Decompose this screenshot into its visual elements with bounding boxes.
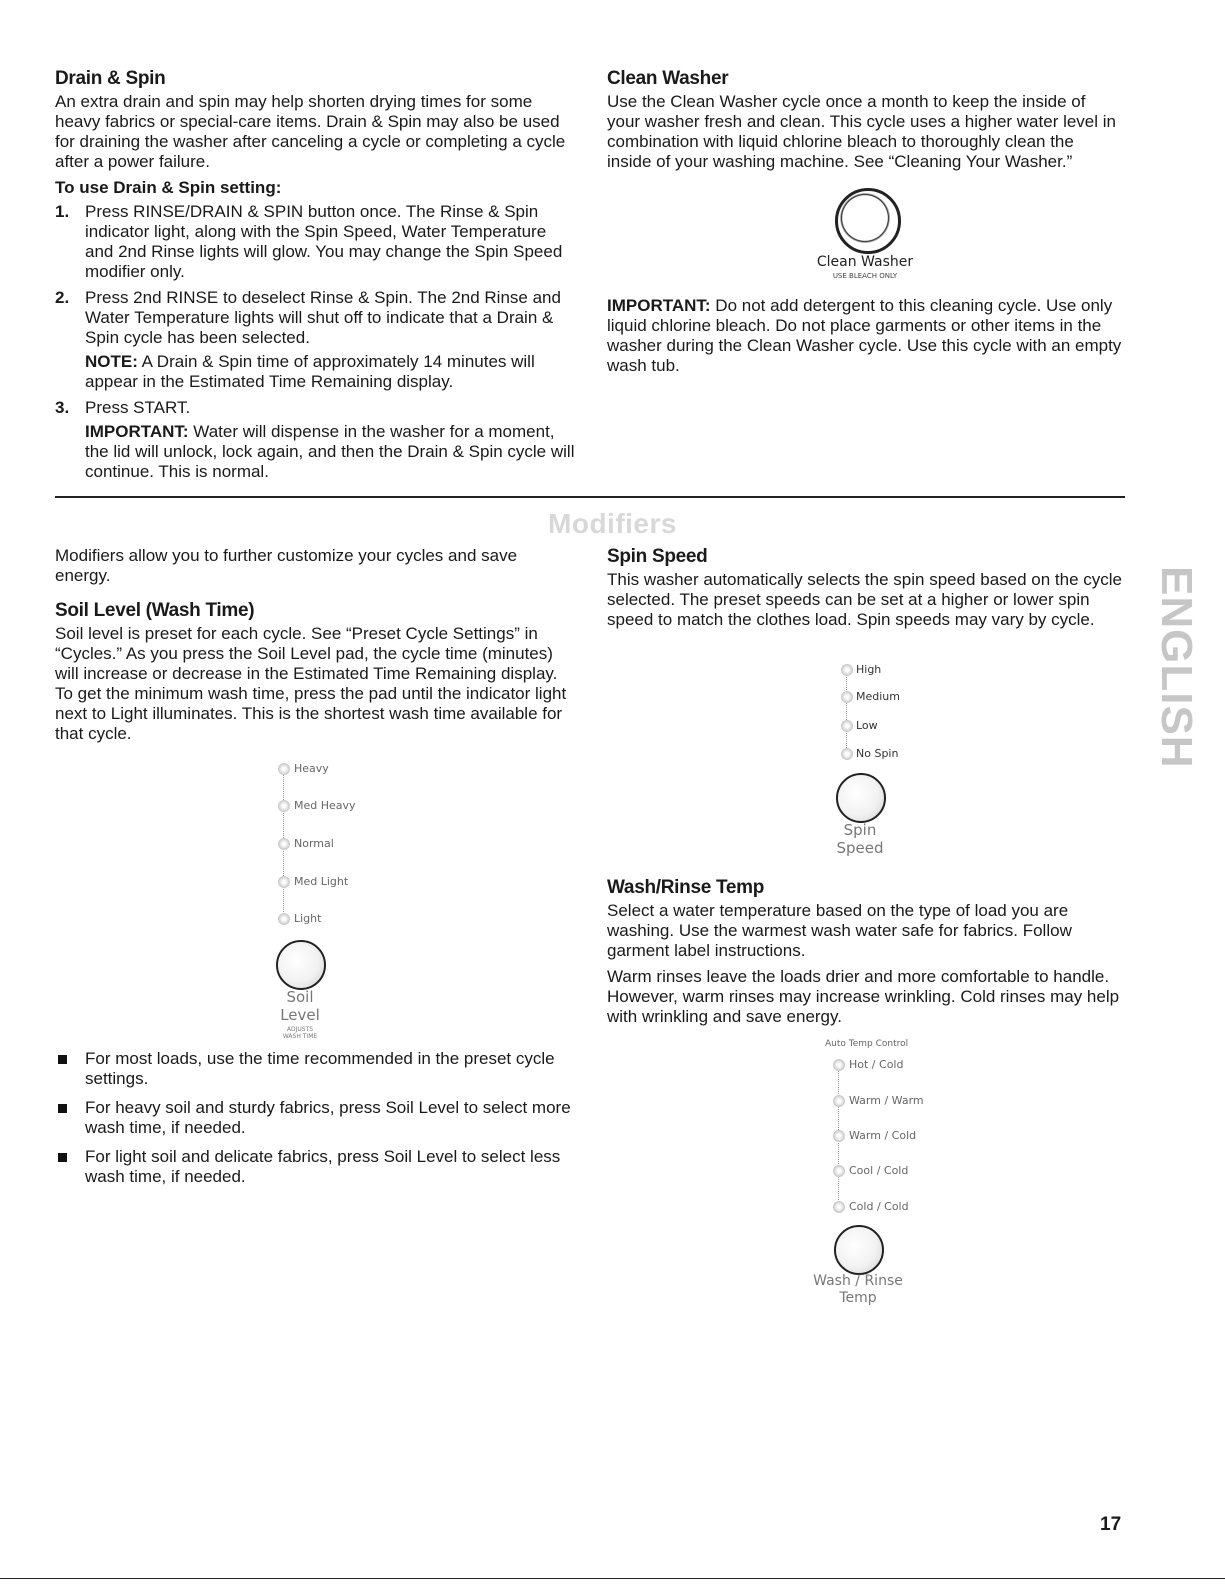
modifiers-title: Modifiers — [548, 508, 677, 539]
soil-level-dial — [276, 940, 326, 990]
clean-washer-dial-icon — [835, 188, 901, 254]
soil-option-med-light: Med Light — [294, 875, 349, 888]
step-1-number: 1. — [55, 202, 70, 221]
spin-speed-dial-label-2: Speed — [836, 839, 884, 857]
clean-washer-dial-label: Clean Washer — [816, 254, 914, 270]
bottom-edge-line — [0, 1578, 1225, 1579]
spin-speed-heading: Spin Speed — [607, 546, 708, 567]
wash-rinse-section — [607, 877, 1122, 1033]
spin-speed-text: This washer automatically selects the spin speed based on the cycle selected. The preset speeds can be set at a higher or lower spin speed to match the clothes load. Spin speeds may vary by cycle. — [607, 570, 1122, 629]
spin-led-medium — [841, 691, 853, 703]
soil-level-dial-label-1: Soil — [286, 988, 314, 1006]
note-label: NOTE: — [85, 352, 138, 371]
important-text: Water will dispense in the washer for a moment, the lid will unlock, lock again, and then the Drain & Spin cycle will continue. This is normal. — [85, 422, 575, 481]
soil-led-normal — [278, 838, 290, 850]
drain-spin-subhead: To use Drain & Spin setting: — [55, 178, 282, 197]
soil-led-med-light — [278, 876, 290, 888]
clean-washer-important — [607, 296, 1122, 382]
drain-spin-intro: An extra drain and spin may help shorten drying times for some heavy fabrics or special-care items. Drain & Spin may also be used for draining the washer after canceling a cycle or completing a cycle after a power failure. — [55, 92, 566, 171]
wash-rinse-dial — [834, 1225, 884, 1275]
clean-washer-section — [607, 68, 1122, 178]
step-3-number: 3. — [55, 398, 70, 417]
important-label: IMPORTANT: — [85, 422, 189, 441]
drain-spin-steps — [55, 202, 575, 482]
clean-washer-important-text: Do not add detergent to this cleaning cycle. Use only liquid chlorine bleach. Do not place garments or other items in the washer during the Clean Washer cycle. Use this cycle with an empty wash tub. — [607, 296, 1122, 375]
temp-option-cool-cold: Cool / Cold — [849, 1164, 909, 1177]
soil-level-dial-sub-2: WASH TIME — [282, 1033, 318, 1040]
spin-led-no-spin — [841, 748, 853, 760]
spin-led-high — [841, 664, 853, 676]
soil-level-heading: Soil Level (Wash Time) — [55, 600, 255, 621]
spin-speed-section — [607, 546, 1122, 636]
step-3 — [55, 398, 575, 482]
step-3-important — [85, 422, 575, 482]
spin-option-no-spin: No Spin — [856, 747, 899, 760]
spin-led-low — [841, 720, 853, 732]
soil-led-light — [278, 913, 290, 925]
soil-bullet-1: For most loads, use the time recommended in the preset cycle settings. — [55, 1049, 575, 1089]
temp-option-warm-warm: Warm / Warm — [849, 1094, 924, 1107]
english-side-tab-label: ENGLISH — [1152, 566, 1201, 769]
soil-option-light: Light — [294, 912, 322, 925]
note-text: A Drain & Spin time of approximately 14 minutes will appear in the Estimated Time Remaining display. — [85, 352, 535, 391]
step-2-text: Press 2nd RINSE to deselect Rinse & Spin. The 2nd Rinse and Water Temperature lights will shut off to indicate that a Drain & Spin cycle has been selected. — [85, 288, 561, 347]
clean-washer-dial-sublabel: USE BLEACH ONLY — [832, 272, 898, 280]
wash-rinse-text-1: Select a water temperature based on the type of load you are washing. Use the warmest wash water safe for fabrics. Follow garment label instructions. — [607, 901, 1072, 960]
clean-washer-heading: Clean Washer — [607, 68, 729, 89]
temp-led-hot-cold — [833, 1059, 845, 1071]
spin-speed-dial-label-1: Spin — [843, 821, 877, 839]
soil-option-heavy: Heavy — [294, 762, 329, 775]
section-divider — [55, 496, 1125, 498]
temp-option-cold-cold: Cold / Cold — [849, 1200, 909, 1213]
clean-washer-intro: Use the Clean Washer cycle once a month to keep the inside of your washer fresh and clean. This cycle uses a higher water level in combination with liquid chlorine bleach to thoroughly clean the inside of your washing machine. See “Cleaning Your Washer.” — [607, 92, 1116, 171]
spin-speed-dial — [836, 773, 886, 823]
soil-level-dial-sub-1: ADJUSTS — [286, 1026, 314, 1033]
drain-spin-heading: Drain & Spin — [55, 68, 166, 89]
temp-led-warm-cold — [833, 1130, 845, 1142]
step-1-text: Press RINSE/DRAIN & SPIN button once. The Rinse & Spin indicator light, along with the Spin Speed, Water Temperature and 2nd Rinse lights will glow. You may change the Spin Speed modifier only. — [85, 202, 563, 281]
soil-level-bullets-block — [55, 1049, 575, 1196]
soil-bullet-2: For heavy soil and sturdy fabrics, press Soil Level to select more wash time, if needed. — [55, 1098, 575, 1138]
temp-led-cold-cold — [833, 1201, 845, 1213]
soil-level-text: Soil level is preset for each cycle. See “Preset Cycle Settings” in “Cycles.” As you press the Soil Level pad, the cycle time (minutes) will increase or decrease in the Estimated Time Remaining display. To get the minimum wash time, press the pad until the indicator light next to Light illuminates. This is the shortest wash time available for that cycle. — [55, 624, 567, 743]
soil-led-heavy — [278, 763, 290, 775]
clean-washer-important-label: IMPORTANT: — [607, 296, 711, 315]
temp-led-cool-cold — [833, 1165, 845, 1177]
soil-level-bullets — [55, 1049, 575, 1187]
step-3-text: Press START. — [85, 398, 191, 417]
soil-led-med-heavy — [278, 800, 290, 812]
step-2-number: 2. — [55, 288, 70, 307]
drain-spin-section — [55, 68, 575, 488]
spin-option-medium: Medium — [856, 690, 900, 703]
step-2-note — [85, 352, 575, 392]
english-side-tab — [1152, 566, 1200, 769]
soil-option-normal: Normal — [294, 837, 334, 850]
soil-option-med-heavy: Med Heavy — [294, 799, 356, 812]
temp-led-warm-warm — [833, 1095, 845, 1107]
temp-option-hot-cold: Hot / Cold — [849, 1058, 904, 1071]
wash-rinse-text-2: Warm rinses leave the loads drier and more comfortable to handle. However, warm rinses may increase wrinkling. Cold rinses may help with wrinkling and save energy. — [607, 967, 1120, 1026]
auto-temp-label: Auto Temp Control — [825, 1039, 909, 1049]
wash-rinse-dial-label-1: Wash / Rinse — [813, 1273, 903, 1289]
temp-option-warm-cold: Warm / Cold — [849, 1129, 917, 1142]
spin-option-high: High — [856, 663, 882, 676]
spin-option-low: Low — [856, 719, 878, 732]
page-number: 17 — [1100, 1514, 1122, 1535]
modifiers-left-column — [55, 546, 575, 750]
wash-rinse-dial-label-2: Temp — [839, 1290, 877, 1306]
modifiers-intro: Modifiers allow you to further customize your cycles and save energy. — [55, 546, 518, 585]
clean-washer-important-paragraph — [607, 296, 1122, 376]
step-2 — [55, 288, 575, 392]
step-1 — [55, 202, 575, 282]
soil-bullet-3: For light soil and delicate fabrics, press Soil Level to select less wash time, if needed. — [55, 1147, 575, 1187]
spin-speed-connector — [846, 672, 847, 754]
soil-level-dial-label-2: Level — [280, 1006, 320, 1024]
wash-rinse-heading: Wash/Rinse Temp — [607, 877, 765, 898]
